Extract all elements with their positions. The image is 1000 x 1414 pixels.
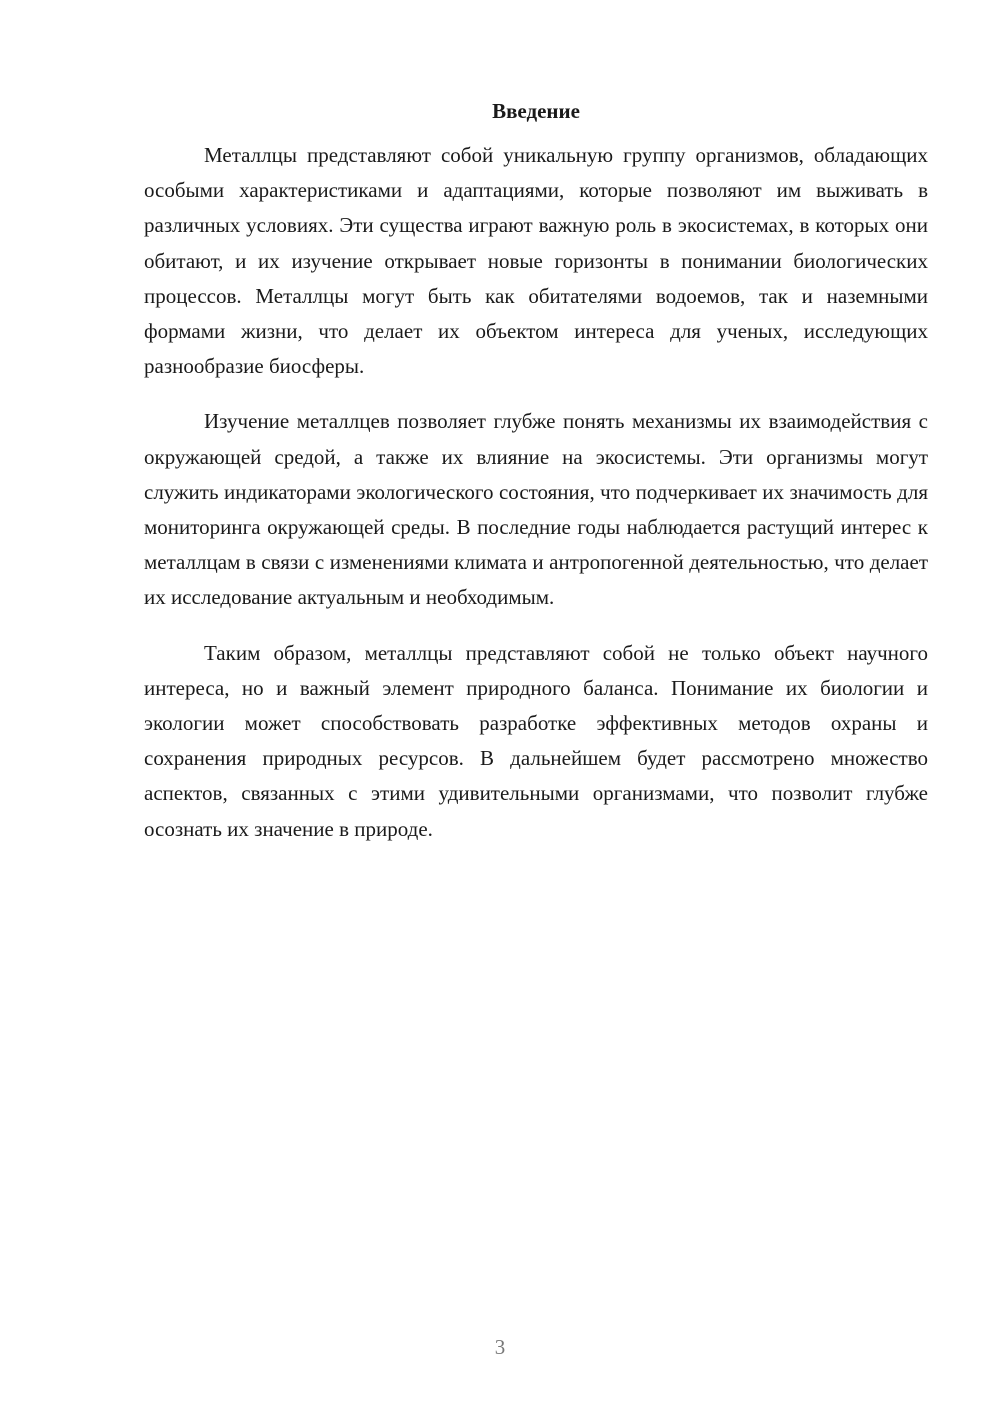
paragraph-3: Таким образом, металлцы представляют собой не только объект научного интереса, но и важный элемент природного баланса. Понимание их биологии и экологии может способствовать разработке эффективных методов охраны и сохранения природных ресурсов. В дальнейшем будет рассмотрено множество аспектов, связанных с этими удивительными организмами, что позволит глубже осознать их значение в природе.	[144, 640, 928, 841]
paragraph-2: Изучение металлцев позволяет глубже понять механизмы их взаимодействия с окружающей средой, а также их влияние на экосистемы. Эти организмы могут служить индикаторами экологического состояния, что подчеркивает их значимость для мониторинга окружающей среды. В последние годы наблюдается растущий интерес к металлцам в связи с изменениями климата и антропогенной деятельностью, что делает их исследование актуальным и необходимым.	[144, 409, 928, 610]
paragraph-1: Металлцы представляют собой уникальную группу организмов, обладающих особыми характеристиками и адаптациями, которые позволяют им выживать в различных условиях. Эти существа играют важную роль в экосистемах, в которых они обитают, и их изучение открывает новые горизонты в понимании биологических процессов. Металлцы могут быть как обитателями водоемов, так и наземными формами жизни, что делает их объектом интереса для ученых, исследующих разнообразие биосферы.	[144, 143, 928, 379]
page-content	[144, 96, 928, 867]
section-heading: Введение	[492, 99, 580, 123]
page-number: 3	[494, 1335, 506, 1359]
